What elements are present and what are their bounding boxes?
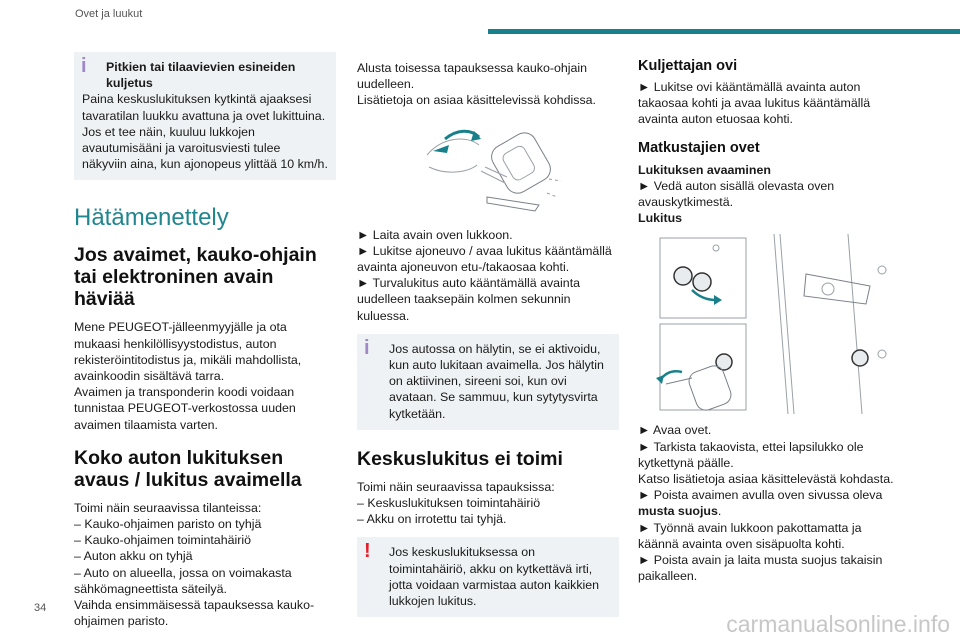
step-check-child-lock: ► Tarkista takaovista, ettei lapsilukko ole kytkettynä päälle. bbox=[638, 439, 864, 470]
warning-note-central-locking bbox=[357, 537, 619, 617]
alarm-note-text: Jos autossa on hälytin, se ei aktivoidu, kun auto lukitaan avaimella. Jos hälytin on aktiivinen, sireeni soi, kun ovi avataan. Se sammuu, kun sytytysvirta kytketään. bbox=[389, 341, 604, 421]
info-note-long-objects bbox=[74, 52, 336, 180]
watermark: carmanualsonline.info bbox=[726, 611, 950, 637]
unlock-title: Lukituksen avaaminen bbox=[638, 162, 771, 177]
note-text: Paina keskuslukituksen kytkintä ajaaksesi tavaratilan luukku avattuna ja ovet lukittuina. Jos et tee näin, kuuluu lukkojen avautumisääni ja varoitusviesti tulee näkyviin aina, kun ajonopeus ylittää 10 km/h. bbox=[82, 92, 328, 172]
page-number: 34 bbox=[34, 602, 47, 614]
central-intro: Toimi näin seuraavissa tapauksissa: bbox=[357, 479, 555, 494]
key-outro: Vaihda ensimmäisessä tapauksessa kauko-ohjaimen paristo. bbox=[74, 598, 315, 629]
lock-title: Lukitus bbox=[638, 211, 683, 226]
see-sections-text: Lisätietoja on asiaa käsittelevissä kohdissa. bbox=[357, 93, 596, 108]
step-deadlock: ► Turvalukitus auto kääntämällä avainta uudelleen taaksepäin kolmen sekunnin kuluessa. bbox=[357, 276, 581, 323]
central-item: – Akku on irrotettu tai tyhjä. bbox=[357, 512, 507, 527]
lost-keys-p2: Avaimen ja transponderin koodi voidaan tunnistaa PEUGEOT-verkostossa uuden avaimen tilaamista varten. bbox=[74, 385, 296, 432]
see-more-text: Katso lisätietoja asiaa käsittelevästä kohdasta. bbox=[638, 472, 894, 487]
column-1 bbox=[74, 52, 336, 629]
step-insert-key: ► Laita avain oven lukkoon. bbox=[357, 227, 513, 242]
unlock-text: ► Vedä auton sisällä olevasta oven avauskytkimestä. bbox=[638, 178, 835, 210]
key-item: – Auto on alueella, jossa on voimakasta sähkömagneettista säteilyä. bbox=[74, 565, 292, 596]
step-replace-cover: ► Poista avain ja laita musta suojus takaisin paikalleen. bbox=[638, 553, 883, 584]
key-intro: Toimi näin seuraavissa tilanteissa: bbox=[74, 500, 262, 515]
key-in-lock-illustration bbox=[357, 115, 619, 215]
info-icon: i bbox=[81, 55, 87, 77]
driver-door-text: ► Lukitse ovi kääntämällä avainta auton takaosaa kohti ja avaa lukitus kääntämällä avainta auton etuosaa kohti. bbox=[638, 80, 871, 127]
column-3 bbox=[638, 57, 900, 584]
heading-central-locking: Keskuslukitus ei toimi bbox=[357, 447, 563, 470]
info-icon: i bbox=[364, 336, 370, 359]
warning-icon: ! bbox=[364, 540, 371, 563]
central-item: – Keskuslukituksen toimintahäiriö bbox=[357, 496, 541, 511]
heading-driver-door: Kuljettajan ovi bbox=[638, 58, 738, 74]
note-title: Pitkien tai tilaavievien esineiden kuljetus bbox=[106, 60, 296, 91]
section-title: Hätämenettely bbox=[74, 204, 229, 232]
key-item: – Kauko-ohjaimen paristo on tyhjä bbox=[74, 517, 262, 532]
step-lock-unlock: ► Lukitse ajoneuvo / avaa lukitus kääntämällä avainta ajoneuvon etu-/takaosaa kohti. bbox=[357, 243, 612, 275]
step-remove-cover-bold: musta suojus bbox=[638, 504, 718, 519]
key-item: – Auton akku on tyhjä bbox=[74, 549, 193, 564]
door-lock-cover-illustration bbox=[638, 234, 900, 416]
column-2 bbox=[357, 60, 619, 617]
remote-reinit-text: Alusta toisessa tapauksessa kauko-ohjain uudelleen. bbox=[357, 61, 588, 92]
info-note-alarm bbox=[357, 334, 619, 430]
header-accent-bar bbox=[488, 29, 960, 34]
key-item: – Kauko-ohjaimen toimintahäiriö bbox=[74, 533, 252, 548]
heading-key-lock: Koko auton lukituksen avaus / lukitus avaimella bbox=[74, 446, 302, 491]
step-open-doors: ► Avaa ovet. bbox=[638, 423, 712, 438]
step-remove-cover bbox=[638, 487, 900, 519]
heading-lost-keys: Jos avaimet, kauko-ohjain tai elektroninen avain häviää bbox=[74, 244, 317, 311]
step-turn-key: ► Työnnä avain lukkoon pakottamatta ja käännä avainta oven sisäpuolta kohti. bbox=[638, 520, 862, 551]
lost-keys-p1: Mene PEUGEOT-jälleenmyyjälle ja ota mukaasi henkilöllisyystodistus, auton rekisteröintitodistus ja, mikäli mahdollista, avainkoodin sisältävä tarra. bbox=[74, 320, 302, 384]
header-section-title: Ovet ja luukut bbox=[75, 8, 143, 20]
step-remove-cover-pre: ► Poista avaimen avulla oven sivussa oleva bbox=[638, 488, 883, 503]
warning-note-text: Jos keskuslukituksessa on toimintahäiriö, akku on kytkettävä irti, jotta voidaan varmistaa auton kaikkien lukkojen lukitus. bbox=[389, 545, 600, 609]
step-remove-cover-post: . bbox=[717, 504, 722, 519]
heading-passenger-doors: Matkustajien ovet bbox=[638, 139, 760, 156]
